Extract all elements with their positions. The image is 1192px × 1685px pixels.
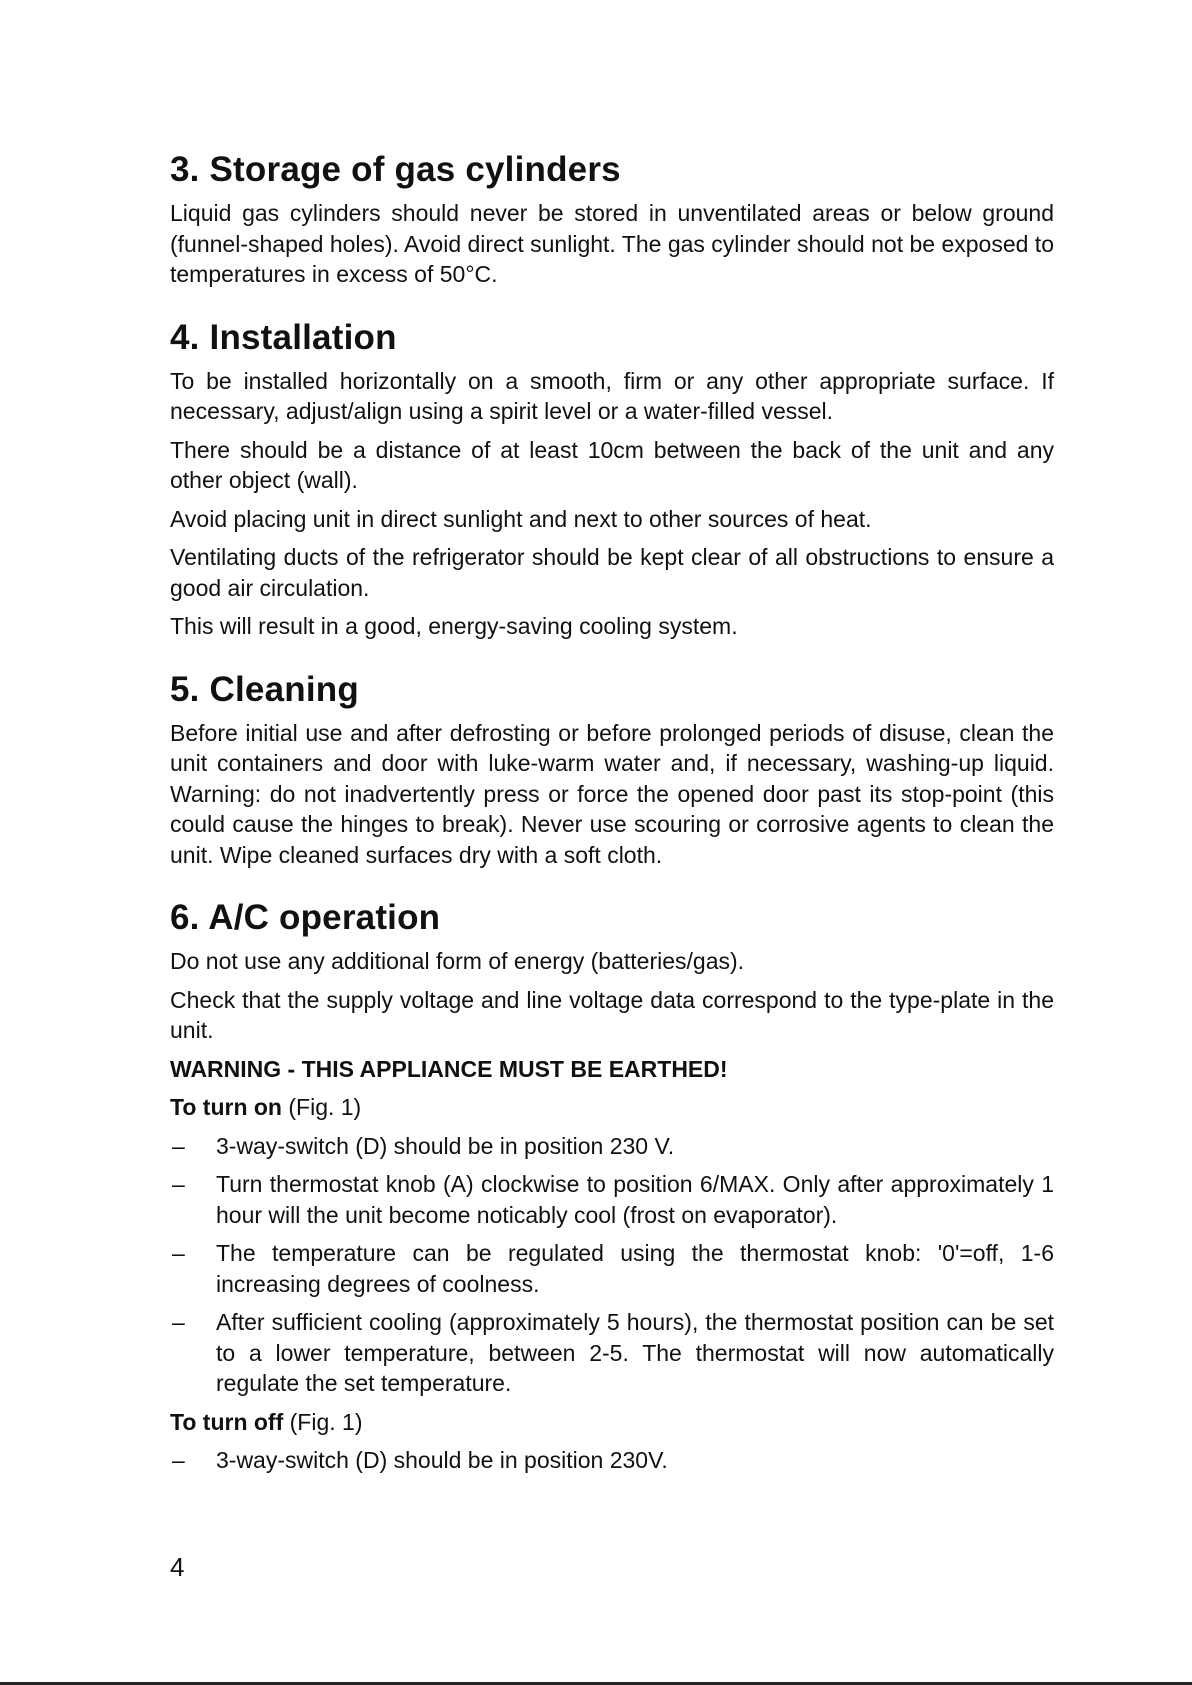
list-item-text: 3-way-switch (D) should be in position 230 V. (216, 1132, 675, 1159)
paragraph: Ventilating ducts of the refrigerator should be kept clear of all obstructions to ensure a good air circulation. (170, 544, 1054, 601)
paragraph: There should be a distance of at least 10cm between the back of the unit and any other object (wall). (170, 436, 1054, 493)
paragraph: This will result in a good, energy-saving cooling system. (170, 613, 738, 639)
turn-on-label: To turn on (170, 1094, 282, 1120)
dash-bullet: – (172, 1447, 185, 1473)
dash-bullet: – (172, 1171, 185, 1197)
section-storage (170, 150, 1054, 290)
paragraph: Before initial use and after defrosting or before prolonged periods of disuse, clean the unit containers and door with luke-warm water and, if necessary, washing-up liquid. Warning: do not inadvertently press or force the opened door past its stop-point (this could cause the hinges to break). Never use scouring or corrosive agents to clean the unit. Wipe cleaned surfaces dry with a soft cloth. (170, 719, 1054, 868)
earthing-warning: WARNING - THIS APPLIANCE MUST BE EARTHED! (170, 1055, 728, 1082)
turn-off-steps (170, 1445, 1054, 1476)
manual-page (170, 150, 1054, 1504)
turn-on-steps (170, 1131, 1054, 1399)
dash-bullet: – (172, 1240, 185, 1266)
turn-off-heading (170, 1407, 1054, 1438)
dash-bullet: – (172, 1309, 185, 1335)
list-item (170, 1307, 1054, 1399)
list-item (170, 1131, 1054, 1162)
dash-bullet: – (172, 1132, 185, 1159)
figure-reference: (Fig. 1) (283, 1408, 363, 1435)
page-number: 4 (170, 1552, 185, 1582)
list-item (170, 1169, 1054, 1230)
list-item-text: 3-way-switch (D) should be in position 230V. (216, 1447, 668, 1473)
list-item-text: The temperature can be regulated using the thermostat knob: '0'=off, 1-6 increasing degrees of coolness. (216, 1240, 1054, 1297)
section-heading: 3. Storage of gas cylinders (170, 150, 621, 189)
figure-reference: (Fig. 1) (281, 1094, 362, 1120)
turn-off-label: To turn off (170, 1408, 284, 1435)
list-item-text: After sufficient cooling (approximately 5 hours), the thermostat position can be set to a lower temperature, between 2-5. The thermostat will now automatically regulate the set temperature. (216, 1309, 1054, 1396)
paragraph: Do not use any additional form of energy (batteries/gas). (170, 948, 745, 974)
paragraph: Check that the supply voltage and line voltage data correspond to the type-plate in the unit. (170, 986, 1054, 1043)
section-installation (170, 318, 1054, 642)
section-heading: 5. Cleaning (170, 669, 359, 709)
section-heading: 4. Installation (170, 317, 397, 357)
section-cleaning (170, 670, 1054, 871)
paragraph: Liquid gas cylinders should never be stored in unventilated areas or below ground (funnel-shaped holes). Avoid direct sunlight. The gas cylinder should not be exposed to temperatures in excess of 50°C. (170, 200, 1054, 287)
paragraph: To be installed horizontally on a smooth, firm or any other appropriate surface. If necessary, adjust/align using a spirit level or a water-filled vessel. (170, 367, 1054, 424)
section-heading: 6. A/C operation (170, 898, 441, 937)
turn-on-heading (170, 1092, 1054, 1123)
paragraph: Avoid placing unit in direct sunlight and next to other sources of heat. (170, 505, 872, 532)
section-ac-operation (170, 898, 1054, 1476)
list-item (170, 1445, 1054, 1476)
list-item (170, 1238, 1054, 1299)
list-item-text: Turn thermostat knob (A) clockwise to position 6/MAX. Only after approximately 1 hour will the unit become noticably cool (frost on evaporator). (216, 1171, 1054, 1228)
